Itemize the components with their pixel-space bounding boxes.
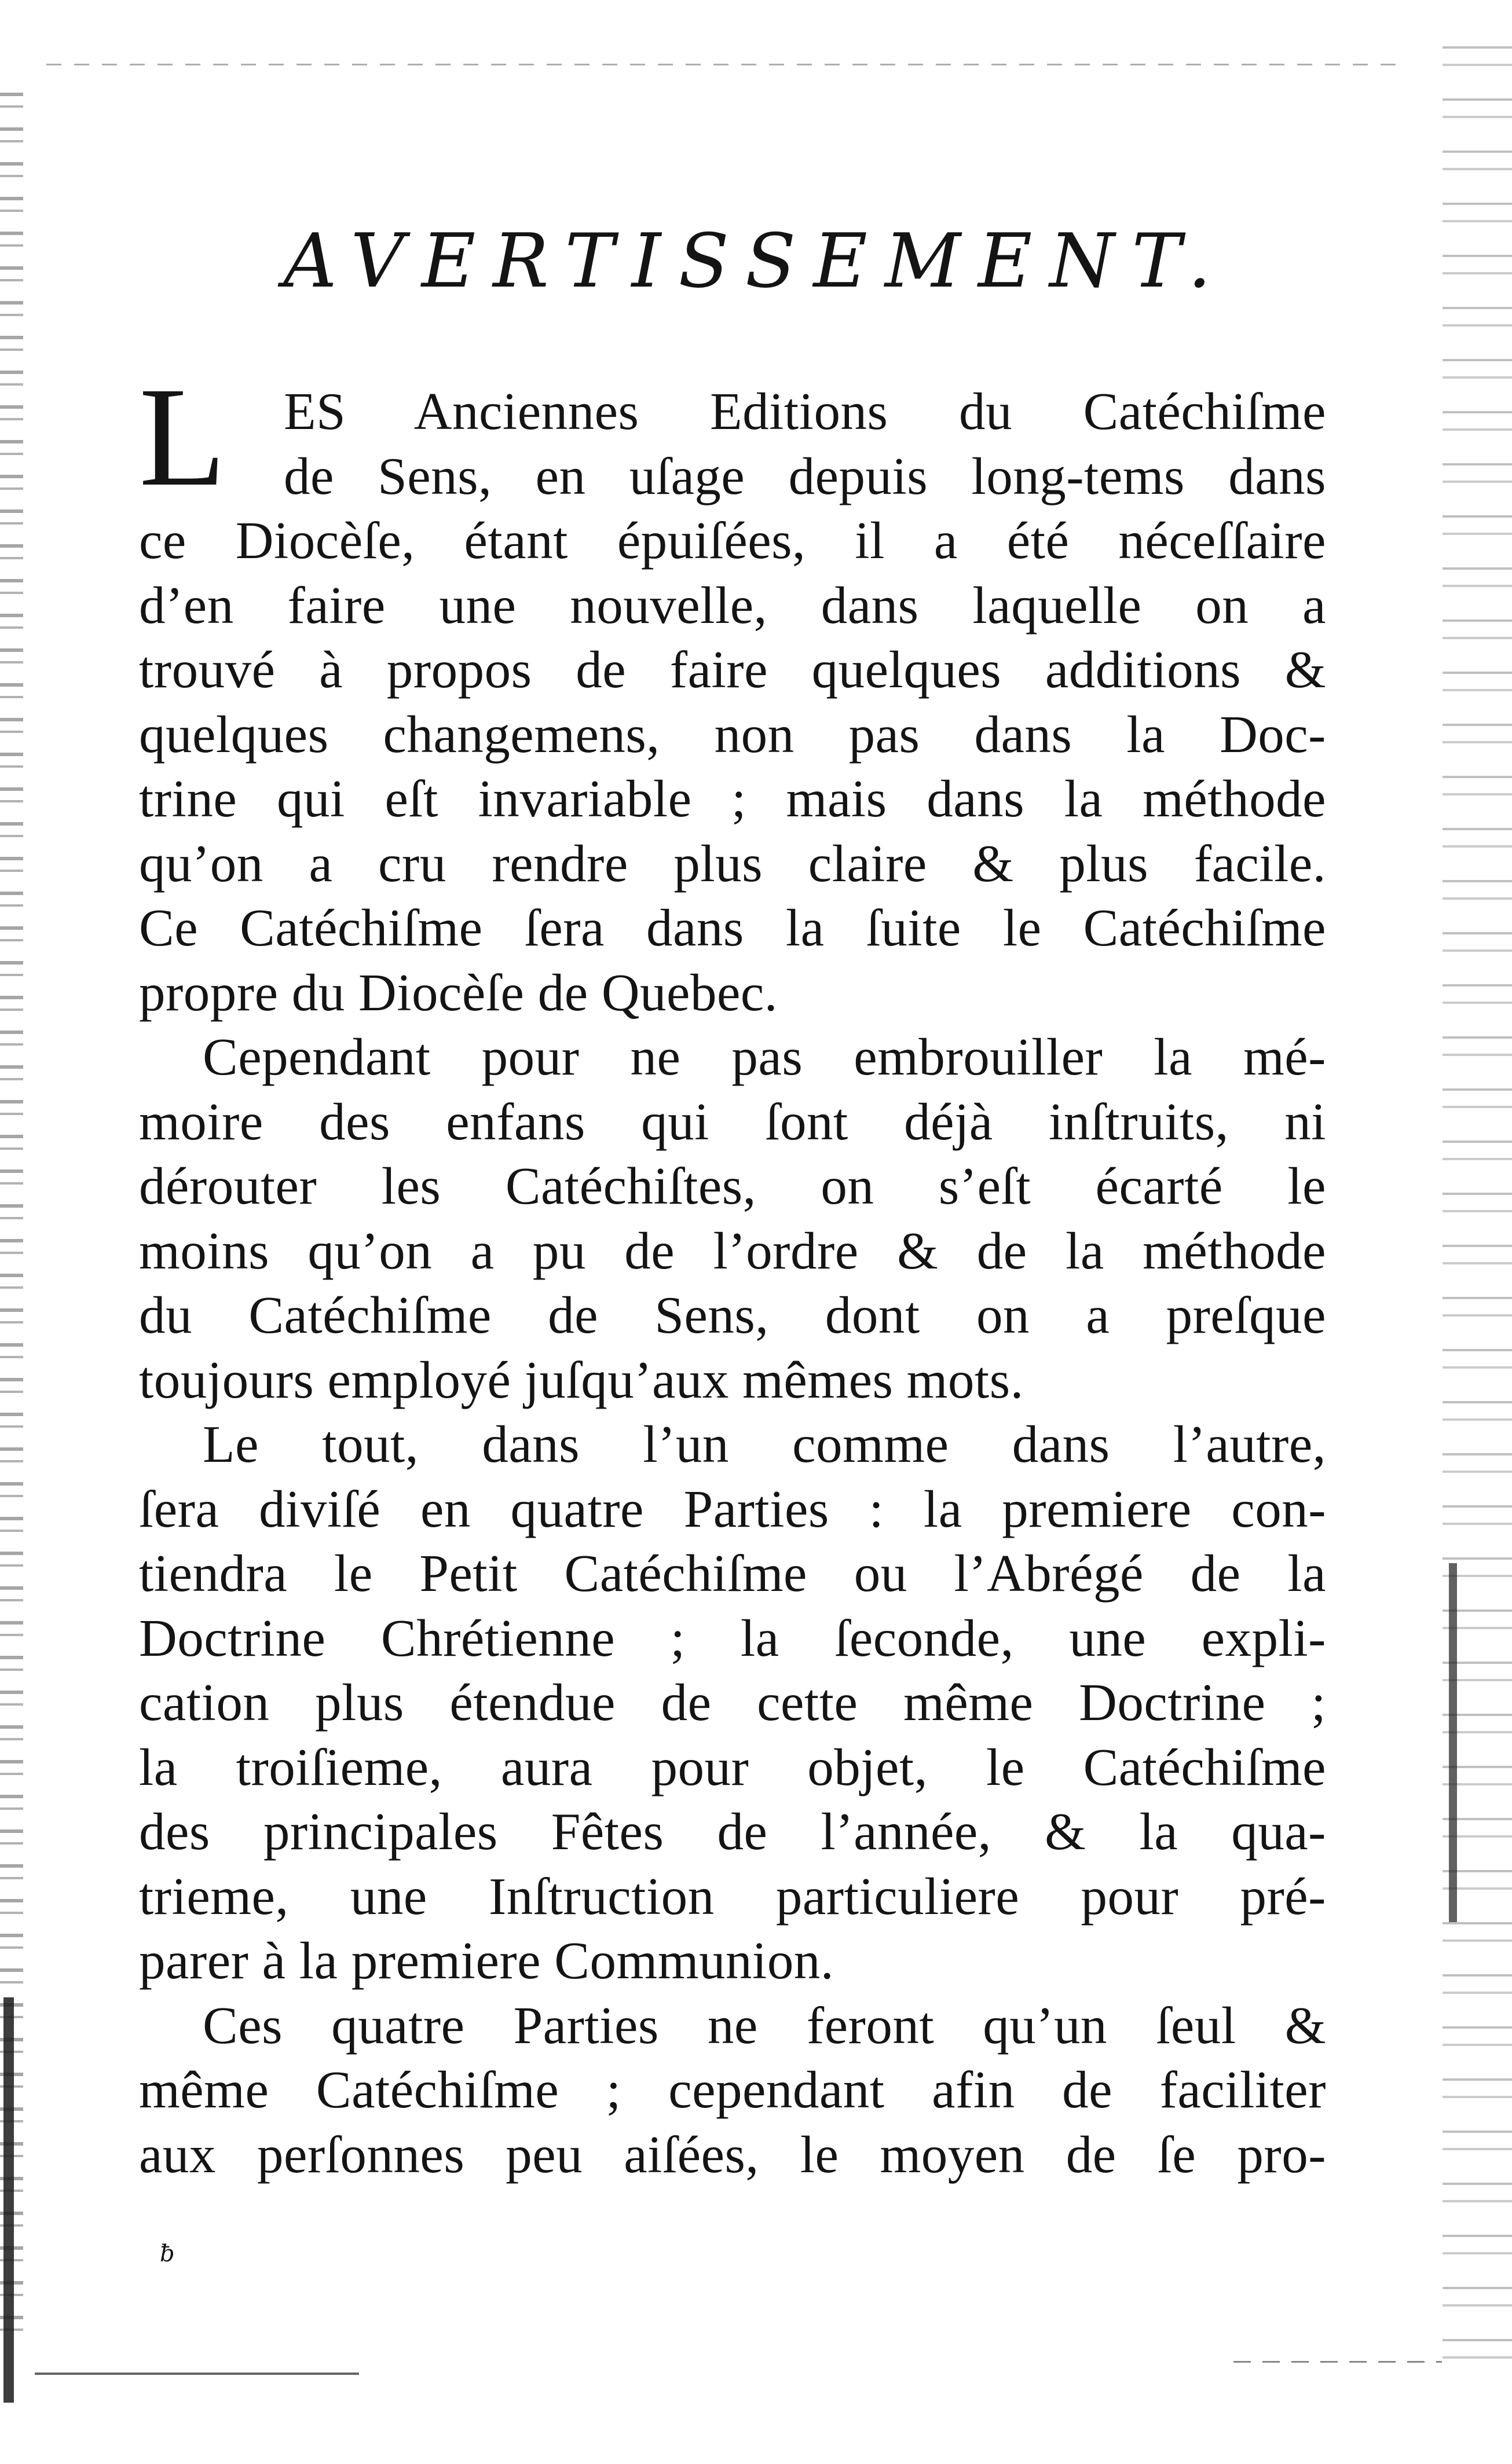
text-line: quelques changemens, non pas dans la Doc- — [139, 705, 1326, 764]
text-line: ſera diviſé en quatre Parties : la premiere con- — [139, 1479, 1326, 1538]
text-line: du Catéchiſme de Sens, dont on a preſque — [139, 1286, 1326, 1344]
text-line: moins qu’on a pu de l’ordre & de la méthode — [139, 1221, 1326, 1280]
text-line: ES Anciennes Editions du Catéchiſme — [284, 382, 1326, 441]
text-line: d’en faire une nouvelle, dans laquelle on a — [139, 575, 1326, 635]
text-line: aux perſonnes peu aiſées, le moyen de ſe pro- — [139, 2125, 1326, 2184]
text-line: la troiſieme, aura pour objet, le Catéchiſme — [139, 1737, 1326, 1796]
text-line: de Sens, en uſage depuis long-tems dans — [284, 446, 1326, 505]
page-heading: AVERTISSEMENT. — [283, 218, 1229, 305]
text-line: propre du Diocèſe de Quebec. — [139, 963, 778, 1022]
text-line: trouvé à propos de faire quelques additions & — [139, 640, 1326, 699]
scan-bottom-noise — [35, 2373, 359, 2375]
text-line: cation plus étendue de cette même Doctrine ; — [139, 1673, 1326, 1732]
scan-top-noise — [46, 64, 1401, 65]
text-line: moire des enfans qui ſont déjà inſtruits, ni — [139, 1092, 1326, 1151]
text-line: trine qui eſt invariable ; mais dans la méthode — [139, 769, 1326, 828]
text-line: ce Diocèſe, étant épuiſées, il a été néceſſaire — [139, 511, 1326, 570]
text-line: Ce Catéchiſme ſera dans la ſuite le Catéchiſme — [139, 899, 1326, 957]
scan-binding-mark — [3, 1997, 14, 2403]
scan-bottom-noise-right — [1233, 2361, 1442, 2363]
text-line: toujours employé juſqu’aux mêmes mots. — [139, 1350, 1024, 1409]
text-line: tiendra le Petit Catéchiſme ou l’Abrégé de la — [139, 1544, 1326, 1603]
scan-edge-mark — [1449, 1563, 1457, 1922]
drop-cap: L — [139, 358, 226, 516]
text-line: Cependant pour ne pas embrouiller la mé- — [203, 1028, 1326, 1086]
signature-mark: ƀ — [160, 2241, 175, 2267]
text-line: qu’on a cru rendre plus claire & plus facile. — [139, 834, 1326, 893]
text-line: Ces quatre Parties ne feront qu’un ſeul & — [203, 1996, 1326, 2055]
text-line: dérouter les Catéchiſtes, on s’eſt écarté le — [139, 1157, 1326, 1215]
body-text — [139, 358, 1326, 2187]
text-line: Doctrine Chrétienne ; la ſeconde, une expli- — [139, 1608, 1326, 1667]
text-line: trieme, une Inſtruction particuliere pour pré- — [139, 1867, 1326, 1926]
scan-edge-right — [1443, 46, 1512, 2391]
text-line: même Catéchiſme ; cependant afin de faciliter — [139, 2060, 1326, 2119]
text-line: parer à la premiere Communion. — [139, 1931, 834, 1990]
text-line: Le tout, dans l’un comme dans l’autre, — [203, 1415, 1326, 1473]
text-line: des principales Fêtes de l’année, & la qua- — [139, 1802, 1326, 1861]
